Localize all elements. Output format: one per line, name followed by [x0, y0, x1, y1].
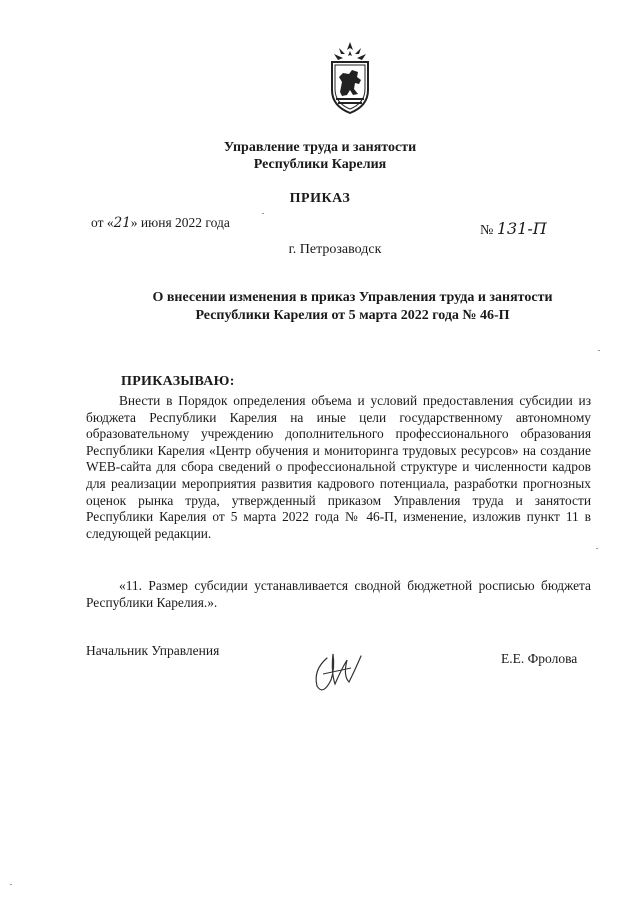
signer-name: Е.Е. Фролова [501, 651, 578, 666]
scan-speck [10, 884, 12, 885]
document-type: ПРИКАЗ [289, 191, 351, 206]
body-paragraph-1: Внести в Порядок определения объема и условий предоставления субсидии из бюджета Республики Карелия на иные цели государственному автономному образовательному учреждению дополнительного профессионального образования Республики Карелия «Центр обучения и мониторинга трудовых ресурсов» на создание WEB-сайта для сбора сведений о профессиональной структуре и численности кадров для реализации мероприятия развития кадрового потенциала, разработки прогнозных оценок рынка труда, утвержденный приказом Управления труда и занятости Республики Карелия от 5 марта 2022 года № 46-П, изменение, изложив пункт 11 в следующей редакции. [86, 393, 591, 541]
body-paragraph-2: «11. Размер субсидии устанавливается сводной бюджетной росписью бюджета Республики Карелия.». [86, 578, 591, 610]
scan-speck [598, 350, 600, 351]
order-date [91, 215, 230, 231]
city: г. Петрозаводск [288, 242, 382, 257]
date-prefix: от « [91, 215, 114, 230]
number-value: 131-П [496, 219, 547, 238]
scan-speck [596, 548, 598, 549]
date-suffix: » июня 2022 года [130, 215, 230, 230]
date-day: 21 [113, 215, 131, 231]
signer-title: Начальник Управления [86, 643, 220, 658]
coat-of-arms-icon [325, 42, 375, 114]
decree-label: ПРИКАЗЫВАЮ: [121, 374, 235, 389]
subject-line2: Республики Карелия от 5 марта 2022 года № 46-П [195, 308, 510, 323]
number-label: № [480, 223, 494, 238]
handwritten-signature-icon [305, 640, 375, 700]
scan-speck [262, 213, 264, 214]
organization-name-line1: Управление труда и занятости [223, 140, 417, 155]
subject-line1: О внесении изменения в приказ Управления труда и занятости [152, 290, 553, 305]
organization-name-line2: Республики Карелия [253, 157, 387, 172]
order-number [480, 219, 547, 239]
